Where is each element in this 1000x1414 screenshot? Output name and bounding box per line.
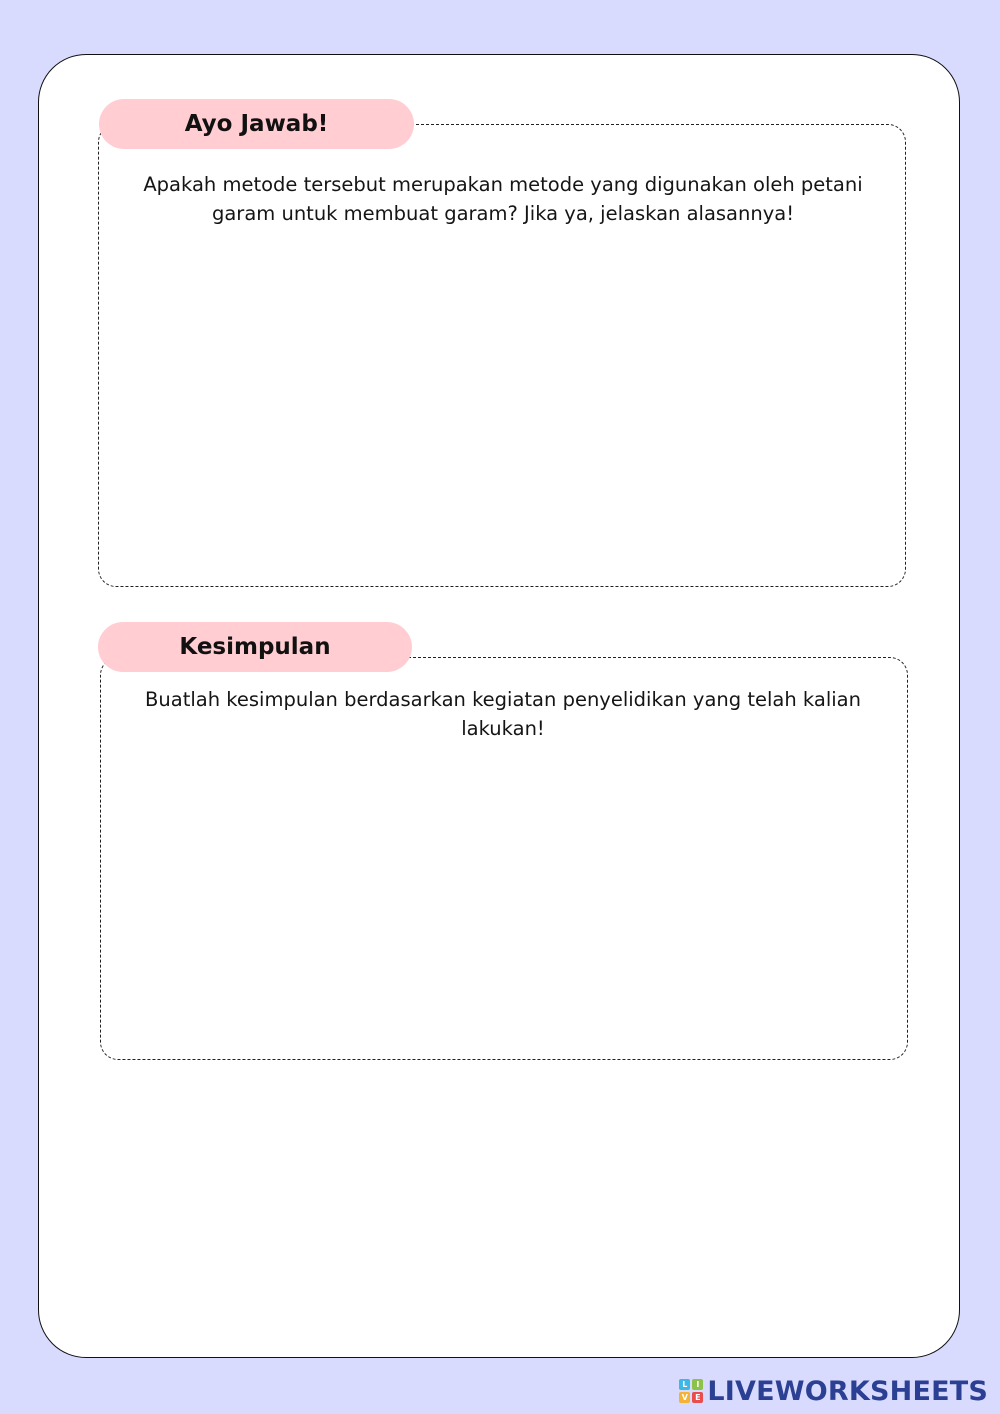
liveworksheets-logo-icon <box>679 1379 703 1403</box>
logo-tile-e: E <box>692 1392 703 1403</box>
logo-tile-v: V <box>679 1392 690 1403</box>
liveworksheets-brand[interactable] <box>679 1376 988 1406</box>
section-title-ayo-jawab: Ayo Jawab! <box>99 99 414 149</box>
conclusion-instruction-text: Buatlah kesimpulan berdasarkan kegiatan penyelidikan yang telah kalian lakukan! <box>145 688 861 740</box>
section-title-kesimpulan: Kesimpulan <box>98 622 412 672</box>
logo-tile-i: I <box>692 1379 703 1390</box>
logo-tile-l: L <box>679 1379 690 1390</box>
question-text: Apakah metode tersebut merupakan metode yang digunakan oleh petani garam untuk membuat garam? Jika ya, jelaskan alasannya! <box>143 173 863 225</box>
brand-name: LIVEWORKSHEETS <box>707 1375 988 1407</box>
